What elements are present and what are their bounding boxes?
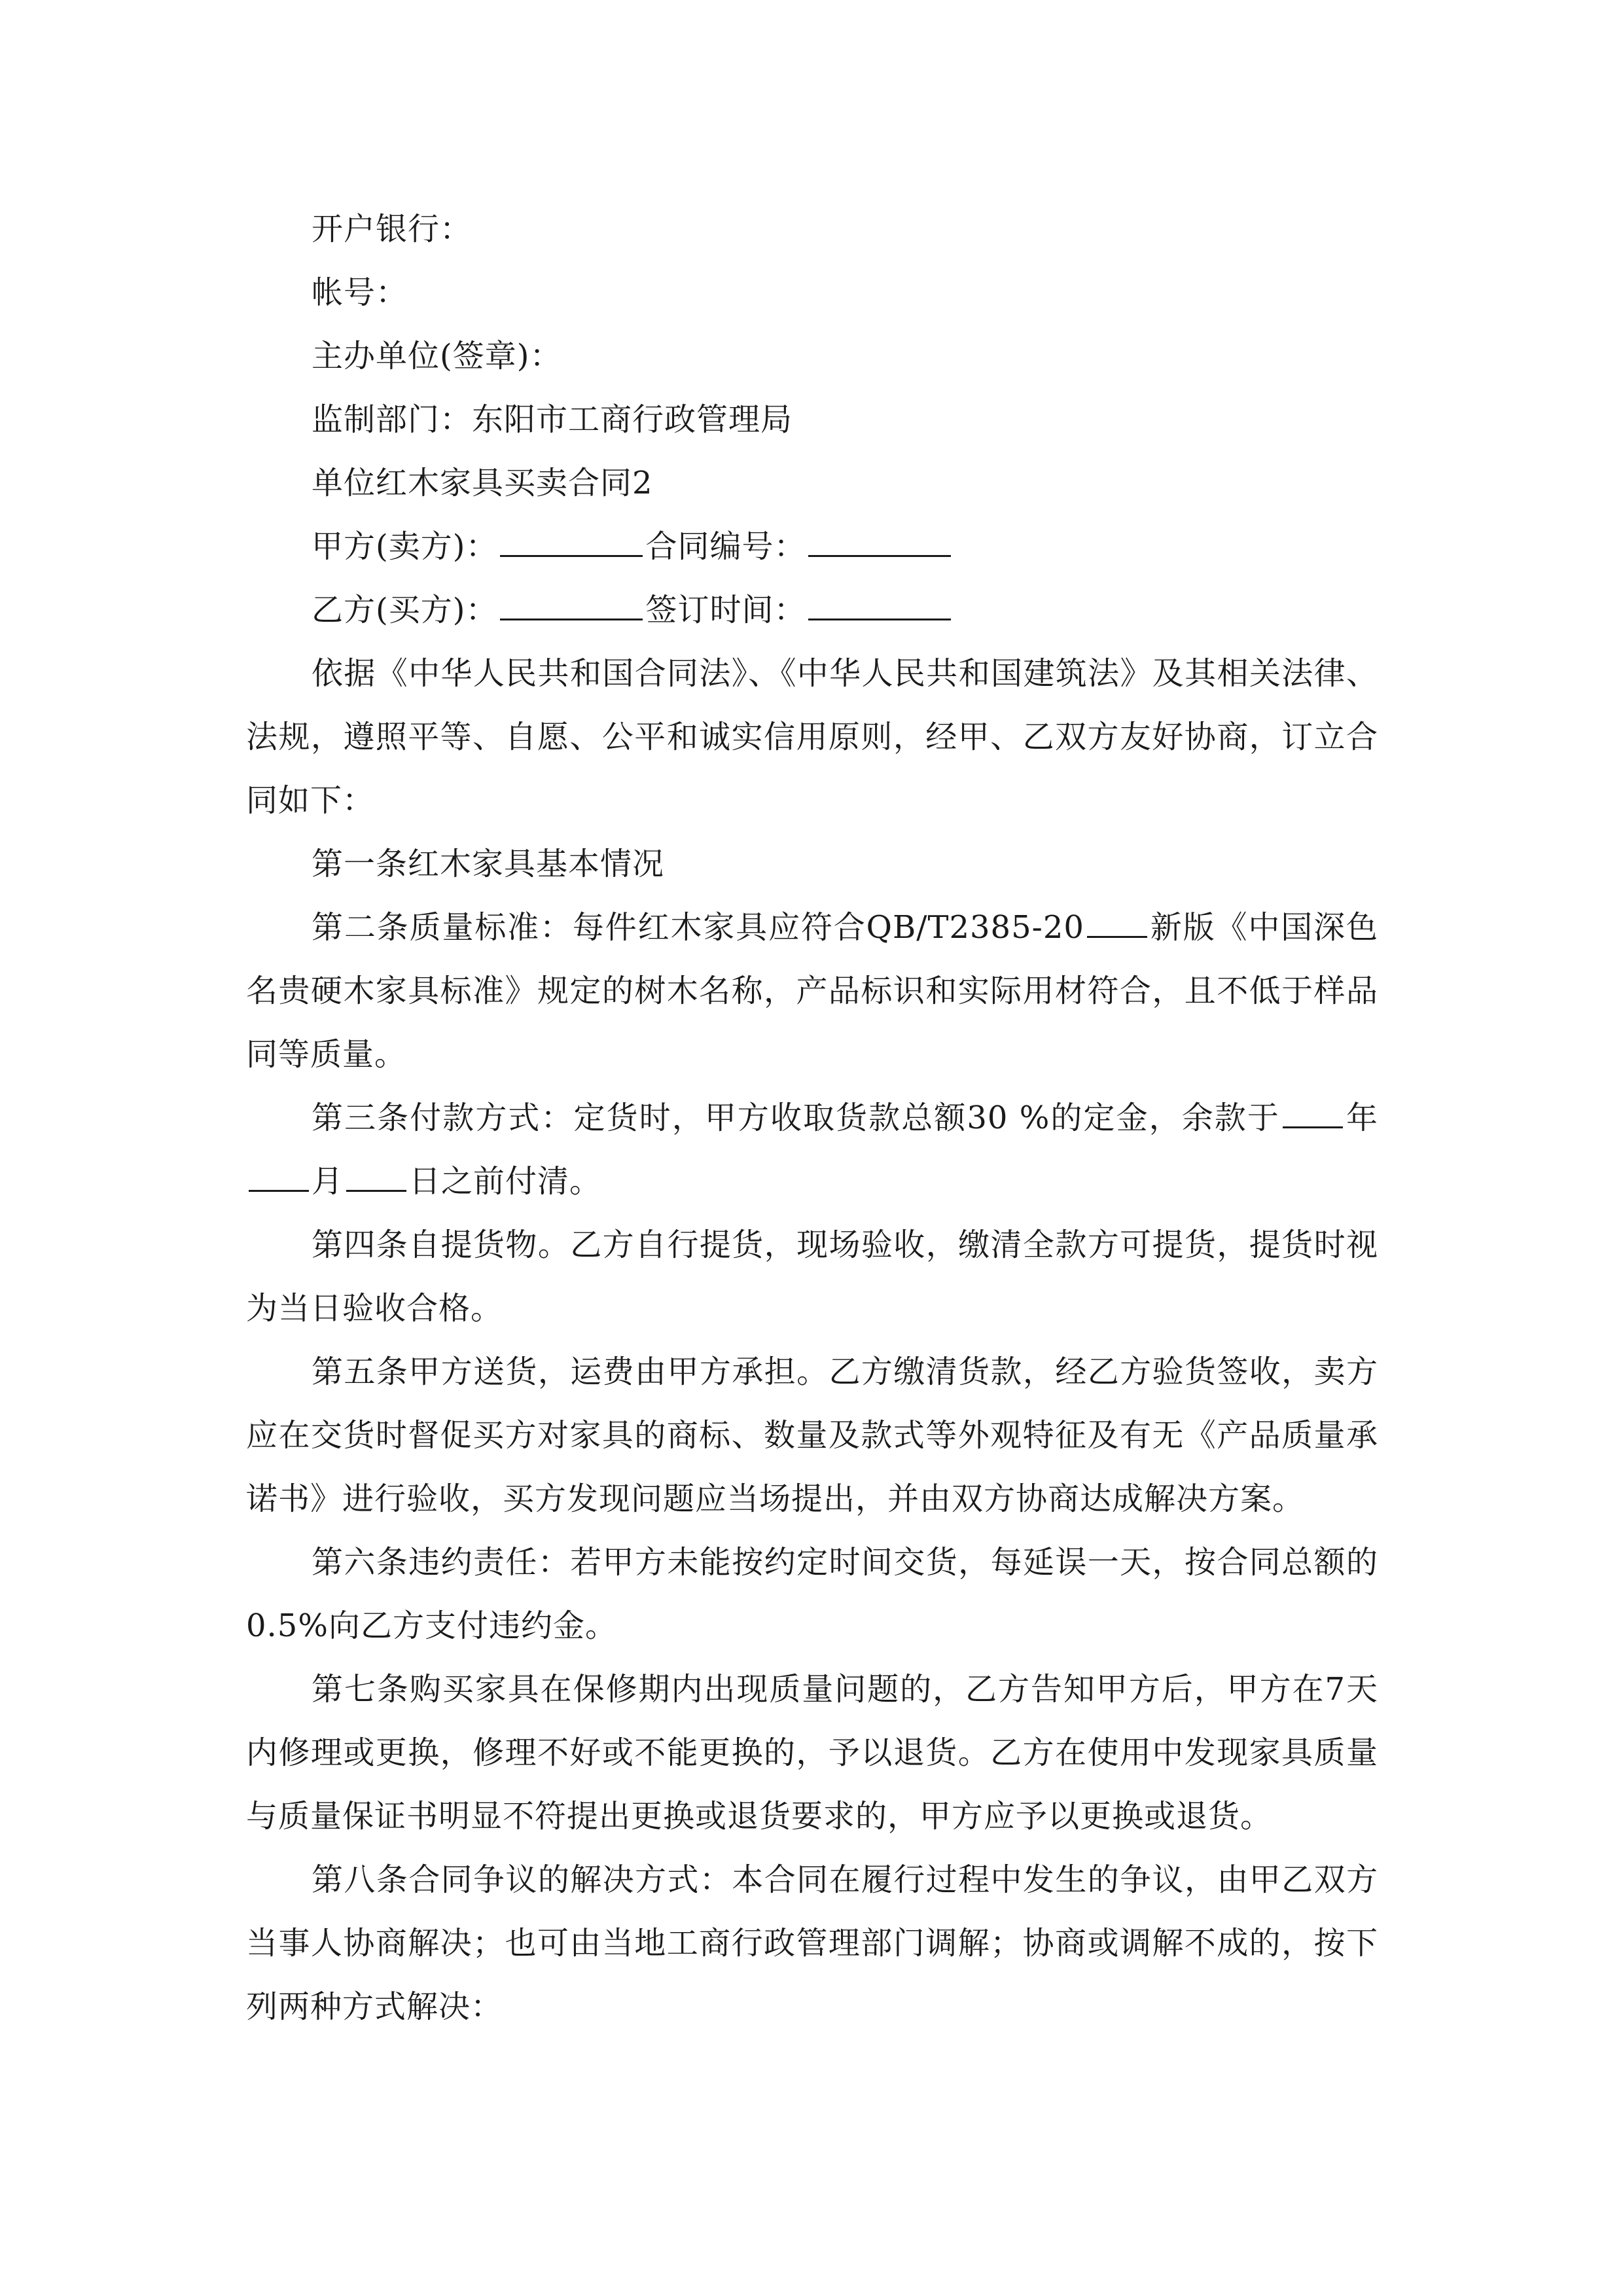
- account-line: 帐号：: [312, 274, 408, 311]
- article-3-year: 年: [1345, 1100, 1378, 1136]
- party-b-line: [246, 579, 1378, 642]
- article-2: [246, 896, 1378, 1086]
- party-b-label: 乙方(买方)：: [312, 592, 498, 628]
- article-6: 第六条违约责任：若甲方未能按约定时间交货，每延误一天，按合同总额的0.5%向乙方支付违约金。: [246, 1544, 1378, 1644]
- party-a-label: 甲方(卖方)：: [312, 528, 498, 565]
- sign-time-blank: [808, 592, 951, 620]
- bank-line: 开户银行：: [312, 211, 473, 247]
- intro-paragraph: 依据《中华人民共和国合同法》、《中华人民共和国建筑法》及其相关法律、法规，遵照平等、自愿、公平和诚实信用原则，经甲、乙双方友好协商，订立合同如下：: [246, 655, 1378, 819]
- article-5: 第五条甲方送货，运费由甲方承担。乙方缴清货款，经乙方验货签收，卖方应在交货时督促买方对家具的商标、数量及款式等外观特征及有无《产品质量承诺书》进行验收，买方发现问题应当场提出，并由双方协商达成解决方案。: [246, 1354, 1378, 1517]
- article-3-part-b: 日之前付清。: [409, 1163, 602, 1200]
- article-3: [246, 1086, 1378, 1213]
- party-a-line: [246, 515, 1378, 579]
- contract-no-blank: [808, 529, 951, 557]
- sign-time-label: 签订时间：: [645, 592, 806, 628]
- article-7: 第七条购买家具在保修期内出现质量问题的，乙方告知甲方后，甲方在7天内修理或更换，修理不好或不能更换的，予以退货。乙方在使用中发现家具质量与质量保证书明显不符提出更换或退货要求的，甲方应予以更换或退货。: [246, 1671, 1378, 1835]
- host-unit-line: 主办单位(签章)：: [312, 338, 562, 374]
- article-4: 第四条自提货物。乙方自行提货，现场验收，缴清全款方可提货，提货时视为当日验收合格。: [246, 1227, 1378, 1327]
- article-8: 第八条合同争议的解决方式：本合同在履行过程中发生的争议，由甲乙双方当事人协商解决；也可由当地工商行政管理部门调解；协商或调解不成的，按下列两种方式解决：: [246, 1861, 1378, 2025]
- contract-title: 单位红木家具买卖合同2: [312, 465, 653, 501]
- article-3-year-blank: [1283, 1100, 1343, 1128]
- article-2-year-blank: [1087, 910, 1147, 938]
- contract-body: [246, 198, 1378, 2039]
- article-3-day-blank: [346, 1164, 406, 1192]
- contract-no-label: 合同编号：: [645, 528, 806, 565]
- supervisor-line: 监制部门：东阳市工商行政管理局: [312, 401, 793, 438]
- party-b-blank: [500, 592, 643, 620]
- article-3-part-a: 第三条付款方式：定货时，甲方收取货款总额30 %的定金，余款于: [312, 1100, 1280, 1136]
- party-a-blank: [500, 529, 643, 557]
- article-3-month-blank: [249, 1164, 309, 1192]
- article-2-part-b: 新版《中国深色名贵硬木家具标准》规定的树木名称，产品标识和实际用材符合，且不低于样品同等质量。: [246, 909, 1378, 1073]
- article-1: 第一条红木家具基本情况: [312, 846, 665, 882]
- article-3-month: 月: [312, 1163, 344, 1200]
- article-2-part-a: 第二条质量标准：每件红木家具应符合QB/T2385-20: [312, 909, 1084, 946]
